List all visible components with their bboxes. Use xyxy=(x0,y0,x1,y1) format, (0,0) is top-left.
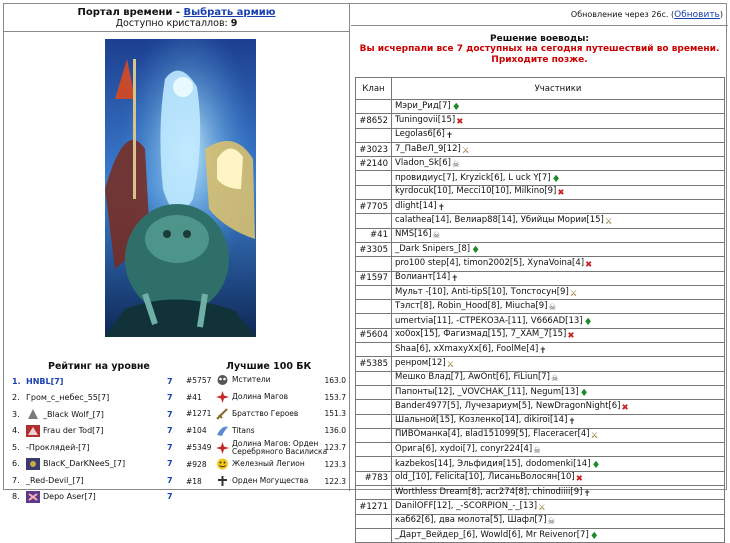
portal-header xyxy=(4,4,349,32)
bk-score: 123.3 xyxy=(324,459,346,469)
decision-message-line2: Приходите позже. xyxy=(491,55,588,65)
rating-row[interactable] xyxy=(12,423,182,440)
participants-cell xyxy=(392,428,725,442)
participants-text[interactable]: Мешко Влад[7], AwOnt[6], FiLiun[7] xyxy=(395,372,550,383)
table-row[interactable] xyxy=(356,257,725,271)
bk-clan-number: #104 xyxy=(186,426,207,436)
clan-number[interactable] xyxy=(356,214,392,228)
participants-cell xyxy=(392,185,725,199)
table-row[interactable] xyxy=(356,271,725,285)
rating-player[interactable]: Гром_с_небес_55[7] xyxy=(26,393,110,403)
clan-emblem-icon xyxy=(26,425,40,437)
table-row[interactable] xyxy=(356,314,725,328)
rating-row[interactable] xyxy=(12,406,182,423)
bk-clan-name[interactable]: Железный Легион xyxy=(232,459,305,469)
clan-number[interactable]: #8652 xyxy=(356,114,392,128)
bk-clan-name[interactable]: Мстители xyxy=(232,375,271,385)
clan-number[interactable] xyxy=(356,257,392,271)
participants-text[interactable]: Волиант[14] xyxy=(395,272,451,283)
table-row[interactable] xyxy=(356,242,725,256)
table-row[interactable] xyxy=(356,414,725,428)
update-bar xyxy=(351,4,728,26)
clan-number[interactable] xyxy=(356,400,392,414)
bk-score: 153.7 xyxy=(324,392,346,402)
participants-text[interactable]: Bander4977[5], Лучезариум[5], NewDragonNight[6] xyxy=(395,400,621,411)
smiley-icon xyxy=(216,458,229,470)
update-close-paren: ) xyxy=(719,10,723,19)
clan-number[interactable] xyxy=(356,486,392,500)
rating-position: 3. xyxy=(12,409,20,419)
rating-position: 1. xyxy=(12,376,21,386)
decision-message-line1: Вы исчерпали все 7 доступных на сегодня путешествий во времени. xyxy=(359,44,720,54)
mana-drop-icon: ♦ xyxy=(451,102,461,114)
bk-row[interactable] xyxy=(186,439,348,456)
rating-row[interactable] xyxy=(12,373,182,390)
top-100-bk-title: Лучшие 100 БК xyxy=(226,361,312,372)
rating-player[interactable]: Frau der Tod[7] xyxy=(43,426,104,436)
skull-icon: ☠ xyxy=(432,231,441,242)
sword-icon: ⚔ xyxy=(446,359,455,370)
clan-number[interactable] xyxy=(356,100,392,114)
participants-cell xyxy=(392,343,725,357)
clan-number[interactable]: #3305 xyxy=(356,242,392,256)
table-row[interactable] xyxy=(356,514,725,528)
participants-cell xyxy=(392,314,725,328)
participants-text[interactable]: Tuningovii[15] xyxy=(395,114,456,125)
participants-text[interactable]: Папонты[12], _VOVCHAK_[11], Negum[13] xyxy=(395,387,579,398)
table-row[interactable] xyxy=(356,285,725,299)
bk-clan-number: #928 xyxy=(186,459,207,469)
rating-score: 7 xyxy=(167,376,173,386)
rating-position: 8. xyxy=(12,492,20,502)
clan-number[interactable]: #41 xyxy=(356,228,392,242)
participants-cell xyxy=(392,514,725,528)
left-panel xyxy=(4,4,350,502)
rating-row[interactable] xyxy=(12,390,182,407)
rating-player[interactable]: -Проклядей-[7] xyxy=(26,442,90,452)
participants-text[interactable]: _Дарт_Вейдер_[6], Wowld[6], Mr Reivenor[7] xyxy=(395,530,589,541)
participants-cell xyxy=(392,171,725,185)
column-header-members: Участники xyxy=(392,78,725,100)
rating-score: 7 xyxy=(167,492,173,502)
cross-icon: ✝ xyxy=(437,202,445,213)
table-row[interactable] xyxy=(356,200,725,214)
rating-score: 7 xyxy=(167,426,173,436)
participants-cell xyxy=(392,200,725,214)
table-row[interactable] xyxy=(356,457,725,471)
participants-cell xyxy=(392,142,725,156)
participants-text[interactable]: Тэлст[8], Robin_Hood[8], Miucha[9] xyxy=(395,300,548,311)
level-rating-list xyxy=(12,373,182,505)
clans-table-body xyxy=(356,100,725,543)
rating-score: 7 xyxy=(167,393,173,403)
table-row[interactable] xyxy=(356,214,725,228)
clan-number[interactable]: #1271 xyxy=(356,500,392,514)
red-cross-icon: ✖ xyxy=(575,474,583,485)
participants-cell xyxy=(392,357,725,371)
participants-cell xyxy=(392,385,725,399)
rating-player[interactable]: HNBL[7] xyxy=(26,376,64,386)
rating-row[interactable] xyxy=(12,456,182,473)
update-countdown: Обновление через 26с. ( xyxy=(570,10,675,19)
sword-icon: ⚔ xyxy=(461,145,470,156)
clan-number[interactable]: #1597 xyxy=(356,271,392,285)
clan-number[interactable] xyxy=(356,514,392,528)
bk-clan-number: #18 xyxy=(186,476,202,486)
participants-text[interactable]: kyrdocuk[10], Mecci10[10], Milkino[9] xyxy=(395,186,557,197)
bk-score: 136.0 xyxy=(324,426,346,436)
table-row[interactable] xyxy=(356,500,725,514)
bk-row[interactable] xyxy=(186,389,348,406)
clans-table xyxy=(355,77,725,543)
bk-clan-number: #5757 xyxy=(186,375,212,385)
participants-text[interactable]: Шальной[15], Козленко[14], dikiroi[14] xyxy=(395,415,568,426)
rating-row[interactable] xyxy=(12,439,182,456)
sword-icon: ⚔ xyxy=(569,288,578,299)
clan-number[interactable] xyxy=(356,343,392,357)
commander-decision xyxy=(351,26,728,73)
participants-text[interactable]: calathea[14], Велиар88[14], Убийцы Мории[15] xyxy=(395,215,604,226)
participants-text[interactable]: kazbekos[14], Эльфидия[15], dodomenki[14] xyxy=(395,458,591,469)
participants-text[interactable]: Мэри_Рид[7] xyxy=(395,101,451,112)
bk-score: 163.0 xyxy=(324,375,346,385)
crystals-available xyxy=(4,18,349,29)
bk-clan-name[interactable]: Орден Могущества xyxy=(232,476,309,486)
clan-number[interactable]: #783 xyxy=(356,471,392,485)
sword-icon: ⚔ xyxy=(590,431,599,442)
sword-icon: ⚔ xyxy=(538,502,546,513)
clan-number[interactable] xyxy=(356,414,392,428)
cross-icon xyxy=(216,475,229,487)
bk-clan-name[interactable]: Долина Магов: Орден Серебряного Василиска xyxy=(232,438,328,456)
cross-icon: ✝ xyxy=(568,417,576,428)
crystals-label: Доступно кристаллов: xyxy=(115,18,231,29)
red-cross-icon: ✖ xyxy=(456,116,464,127)
sword-icon: ⚔ xyxy=(604,217,613,228)
decision-title: Решение воеводы: xyxy=(490,34,589,44)
wing-icon xyxy=(216,425,229,437)
rating-position: 6. xyxy=(12,459,20,469)
bk-clan-number: #41 xyxy=(186,392,202,402)
red-cross-icon: ✖ xyxy=(585,259,593,270)
participants-cell xyxy=(392,471,725,485)
participants-cell xyxy=(392,214,725,228)
rating-score: 7 xyxy=(167,409,173,419)
right-panel xyxy=(351,4,728,543)
participants-text[interactable]: old_[10], Felicita[10], ЛисаньВолосян[10] xyxy=(395,472,575,483)
star-emblem-icon xyxy=(216,391,229,403)
clan-number[interactable] xyxy=(356,443,392,457)
rating-position: 7. xyxy=(12,475,20,485)
table-row[interactable] xyxy=(356,385,725,399)
rating-player[interactable]: BlacK_DarKNeeS_[7] xyxy=(43,459,126,469)
rating-position: 5. xyxy=(12,442,20,452)
participants-text[interactable]: ренром[12] xyxy=(395,357,446,368)
table-row[interactable] xyxy=(356,157,725,171)
participants-cell xyxy=(392,100,725,114)
rating-player[interactable]: _Black Wolf_[7] xyxy=(43,409,104,419)
mana-drop-icon: ♦ xyxy=(589,531,599,543)
participants-text[interactable]: DanilOFF[12], _-SCORPION_-_[13] xyxy=(395,500,538,511)
rating-score: 7 xyxy=(167,475,173,485)
table-row[interactable] xyxy=(356,114,725,128)
cross-icon: ✝ xyxy=(451,274,459,285)
bk-row[interactable] xyxy=(186,422,348,439)
skull-icon: ☠ xyxy=(533,445,541,456)
bk-row[interactable] xyxy=(186,406,348,423)
clan-number[interactable]: #5604 xyxy=(356,328,392,342)
table-row[interactable] xyxy=(356,300,725,314)
column-header-clan: Клан xyxy=(356,78,392,100)
table-row[interactable] xyxy=(356,357,725,371)
participants-text[interactable]: 7_ПаВеЛ_9[12] xyxy=(395,143,461,154)
red-cross-icon: ✖ xyxy=(621,402,629,413)
bk-clan-number: #5349 xyxy=(186,443,212,453)
clan-number[interactable]: #2140 xyxy=(356,157,392,171)
participants-cell xyxy=(392,400,725,414)
participants-cell xyxy=(392,128,725,142)
clan-number[interactable] xyxy=(356,128,392,142)
participants-text[interactable]: Vladon_Sk[6] xyxy=(395,157,451,168)
bk-clan-name[interactable]: Долина Магов xyxy=(232,392,289,402)
clan-emblem-icon xyxy=(26,408,40,420)
rating-score: 7 xyxy=(167,442,173,452)
mana-drop-icon: ♦ xyxy=(579,388,589,400)
participants-cell xyxy=(392,371,725,385)
star-emblem-icon xyxy=(216,442,229,454)
bk-clan-number: #1271 xyxy=(186,409,212,419)
participants-text[interactable]: xo0ox[15], Фагизмад[15], 7_XAM_7[15] xyxy=(395,329,567,340)
table-row[interactable] xyxy=(356,471,725,485)
sword-icon xyxy=(216,408,229,420)
clan-number[interactable] xyxy=(356,371,392,385)
table-row[interactable] xyxy=(356,343,725,357)
portal-artwork-image xyxy=(105,39,256,337)
participants-text[interactable]: NMS[16] xyxy=(395,229,432,240)
clan-number[interactable]: #5385 xyxy=(356,357,392,371)
participants-text[interactable]: umertvia[11], -СТРЕКОЗА-[11], V666AD[13] xyxy=(395,315,583,326)
portal-artwork xyxy=(105,39,256,337)
participants-text[interactable]: Мульт -[10], Anti-tipS[10], Топстосун[9] xyxy=(395,286,569,297)
table-row[interactable] xyxy=(356,228,725,242)
clan-number[interactable] xyxy=(356,300,392,314)
rating-player[interactable]: Depo Aser[7] xyxy=(43,492,96,502)
clan-number[interactable] xyxy=(356,285,392,299)
rating-row[interactable] xyxy=(12,472,182,489)
top-100-bk-list xyxy=(186,372,348,490)
participants-text[interactable]: pro100 step[4], timon2002[5], XynaVoina[4] xyxy=(395,257,585,268)
rating-position: 2. xyxy=(12,393,20,403)
participants-cell xyxy=(392,242,725,256)
participants-text[interactable]: dlight[14] xyxy=(395,200,437,211)
portal-title xyxy=(4,7,349,18)
mana-drop-icon: ♦ xyxy=(471,245,481,257)
participants-cell xyxy=(392,114,725,128)
participants-text[interactable]: провидиус[7], Kryzick[6], L uck Y[7] xyxy=(395,172,551,183)
mana-drop-icon: ♦ xyxy=(583,316,593,328)
table-row[interactable] xyxy=(356,171,725,185)
participants-cell xyxy=(392,228,725,242)
table-row[interactable] xyxy=(356,371,725,385)
participants-text[interactable]: Shaa[6], xXmaxyXx[6], FoolMe[4] xyxy=(395,343,539,354)
clan-number[interactable]: #3023 xyxy=(356,142,392,156)
participants-cell xyxy=(392,443,725,457)
participants-text[interactable]: Legolas6[6] xyxy=(395,129,445,140)
bk-score: 151.3 xyxy=(324,409,346,419)
table-row[interactable] xyxy=(356,142,725,156)
clan-emblem-icon xyxy=(26,491,40,503)
participants-cell xyxy=(392,257,725,271)
red-cross-icon: ✖ xyxy=(567,331,575,342)
bk-score: 122.3 xyxy=(324,476,346,486)
participants-cell xyxy=(392,285,725,299)
clan-number[interactable] xyxy=(356,171,392,185)
clan-number[interactable]: #7705 xyxy=(356,200,392,214)
mana-drop-icon: ♦ xyxy=(551,173,561,185)
participants-cell xyxy=(392,271,725,285)
clan-number[interactable] xyxy=(356,314,392,328)
skull-icon xyxy=(216,374,229,386)
bk-row[interactable] xyxy=(186,372,348,389)
table-row[interactable] xyxy=(356,528,725,542)
participants-text[interactable]: ПИВОманка[4], вlad151099[5], Flaceracer[4] xyxy=(395,429,590,440)
table-row[interactable] xyxy=(356,486,725,500)
clan-number[interactable] xyxy=(356,428,392,442)
skull-icon: ☠ xyxy=(551,374,559,385)
level-rating-title: Рейтинг на уровне xyxy=(48,361,150,372)
participants-cell xyxy=(392,300,725,314)
time-portal-frame xyxy=(3,3,727,543)
rating-row[interactable] xyxy=(12,489,182,506)
table-row[interactable] xyxy=(356,185,725,199)
participants-cell xyxy=(392,528,725,542)
mana-drop-icon: ♦ xyxy=(591,459,601,471)
table-row[interactable] xyxy=(356,128,725,142)
participants-cell xyxy=(392,414,725,428)
bk-row[interactable] xyxy=(186,473,348,490)
table-row[interactable] xyxy=(356,100,725,114)
participants-text[interactable]: каб62[6], два молота[5], Шафл[7] xyxy=(395,515,547,526)
rating-score: 7 xyxy=(167,459,173,469)
participants-cell xyxy=(392,457,725,471)
participants-cell xyxy=(392,500,725,514)
rating-position: 4. xyxy=(12,426,20,436)
table-row[interactable] xyxy=(356,428,725,442)
participants-text[interactable]: _Dark Snipers_[8] xyxy=(395,244,471,255)
cross-icon: ✝ xyxy=(539,345,547,356)
clan-number[interactable] xyxy=(356,528,392,542)
participants-text[interactable]: Орига[6], xydoi[7], conyr224[4] xyxy=(395,443,533,454)
clan-number[interactable] xyxy=(356,457,392,471)
participants-text[interactable]: Worthless Dream[8], acr274[8], chinodiiii[9] xyxy=(395,486,583,497)
clan-number[interactable] xyxy=(356,385,392,399)
crystals-value: 9 xyxy=(230,18,238,29)
participants-cell xyxy=(392,157,725,171)
clan-number[interactable] xyxy=(356,185,392,199)
bk-row[interactable] xyxy=(186,456,348,473)
portal-title-text: Портал времени - xyxy=(77,7,184,18)
cross-icon: ✝ xyxy=(583,488,591,499)
rating-player[interactable]: _Red-Devil_[7] xyxy=(26,475,84,485)
participants-cell xyxy=(392,328,725,342)
red-cross-icon: ✖ xyxy=(557,188,565,199)
bk-clan-name[interactable]: Titans xyxy=(232,425,255,435)
participants-cell xyxy=(392,486,725,500)
skull-icon: ☠ xyxy=(548,302,557,313)
table-row[interactable] xyxy=(356,328,725,342)
cross-icon: ✝ xyxy=(445,131,453,142)
choose-army-link[interactable]: Выбрать армию xyxy=(183,7,276,18)
skull-icon: ☠ xyxy=(451,159,460,170)
table-row[interactable] xyxy=(356,443,725,457)
table-row[interactable] xyxy=(356,400,725,414)
clan-emblem-icon xyxy=(26,458,40,470)
bk-clan-name[interactable]: Братство Героев xyxy=(232,408,299,418)
bk-score: 123.7 xyxy=(324,443,346,453)
refresh-link[interactable]: Обновить xyxy=(674,10,720,20)
skull-icon: ☠ xyxy=(547,517,556,528)
